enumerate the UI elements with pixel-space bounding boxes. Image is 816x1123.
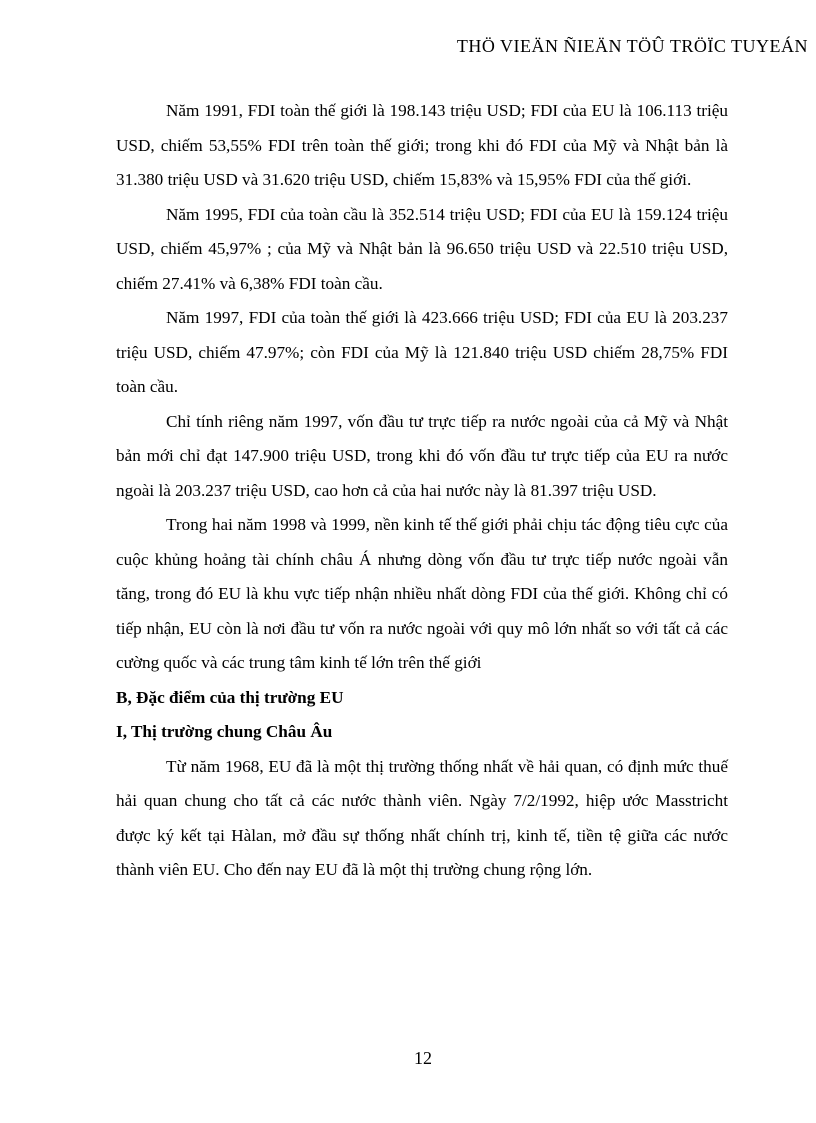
paragraph-fdi-1991: Năm 1991, FDI toàn thế giới là 198.143 triệu USD; FDI của EU là 106.113 triệu USD, chiếm 53,55% FDI trên toàn thế giới; trong khi đó FDI của Mỹ và Nhật bản là 31.380 triệu USD và 31.620 triệu USD, chiếm 15,83% và 15,95% FDI của thế giới. (116, 101, 728, 189)
paragraph-common-market: Từ năm 1968, EU đã là một thị trường thống nhất về hải quan, có định mức thuế hải quan chung cho tất cả các nước thành viên. Ngày 7/2/1992, hiệp ước Masstricht được ký kết tại Hàlan, mở đầu sự thống nhất chính trị, kinh tế, tiền tệ giữa các nước thành viên EU. Cho đến nay EU đã là một thị trường chung rộng lớn. (116, 756, 728, 879)
paragraph-fdi-1998-1999: Trong hai năm 1998 và 1999, nền kinh tế thế giới phải chịu tác động tiêu cực của cuộc khủng hoảng tài chính châu Á nhưng dòng vốn đầu tư trực tiếp nước ngoài vẫn tăng, trong đó EU là khu vực tiếp nhận nhiều nhất dòng FDI của thế giới. Không chỉ có tiếp nhận, EU còn là nơi đầu tư vốn ra nước ngoài với quy mô lớn nhất so với tất cả các cường quốc và các trung tâm kinh tế lớn trên thế giới (116, 515, 728, 672)
subsection-heading: I, Thị trường chung Châu Âu (116, 722, 333, 741)
section-heading: B, Đặc điểm của thị trường EU (116, 687, 344, 707)
document-body (116, 94, 728, 888)
page-number: 12 (414, 1048, 432, 1068)
paragraph-fdi-1997: Năm 1997, FDI của toàn thế giới là 423.666 triệu USD; FDI của EU là 203.237 triệu USD, chiếm 47.97%; còn FDI của Mỹ là 121.840 triệu USD chiếm 28,75% FDI toàn cầu. (116, 308, 728, 396)
paragraph-fdi-1995: Năm 1995, FDI của toàn cầu là 352.514 triệu USD; FDI của EU là 159.124 triệu USD, chiếm 45,97% ; của Mỹ và Nhật bản là 96.650 triệu USD và 22.510 triệu USD, chiếm 27.41% và 6,38% FDI toàn cầu. (116, 204, 728, 293)
paragraph-fdi-1997-comparison: Chỉ tính riêng năm 1997, vốn đầu tư trực tiếp ra nước ngoài của cả Mỹ và Nhật bản mới chỉ đạt 147.900 triệu USD, trong khi đó vốn đầu tư trực tiếp của EU ra nước ngoài là 203.237 triệu USD, cao hơn cả của hai nước này là 81.397 triệu USD. (116, 411, 728, 500)
page-header: THÖ VIEÄN ÑIEÄN TÖÛ TRÖÏC TUYEÁN (456, 36, 808, 56)
